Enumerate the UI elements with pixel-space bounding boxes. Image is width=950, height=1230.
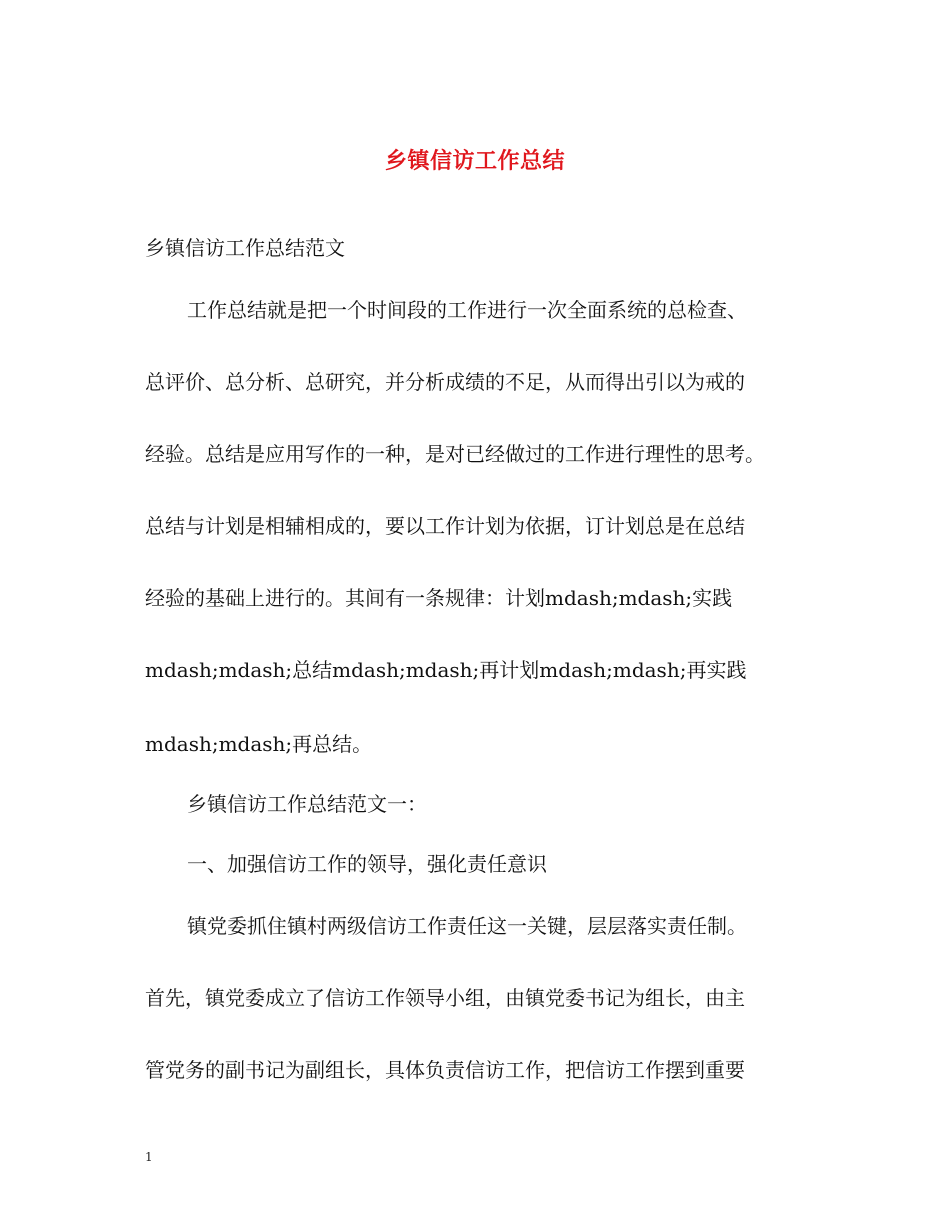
page-number: 1 [145,1150,153,1164]
document-subtitle: 乡镇信访工作总结范文 [145,236,345,260]
paragraph-line: 经验的基础上进行的。其间有一条规律：计划mdash;mdash;实践 [145,586,733,610]
paragraph-line: 经验。总结是应用写作的一种，是对已经做过的工作进行理性的思考。 [145,442,765,466]
paragraph-line: 镇党委抓住镇村两级信访工作责任这一关键，层层落实责任制。 [187,914,747,938]
point-heading: 一、加强信访工作的领导，强化责任意识 [187,852,547,876]
paragraph-line: 工作总结就是把一个时间段的工作进行一次全面系统的总检查、 [187,298,747,322]
paragraph-line: 首先，镇党委成立了信访工作领导小组，由镇党委书记为组长，由主 [145,986,745,1010]
section-heading: 乡镇信访工作总结范文一： [187,792,427,816]
paragraph-line: 管党务的副书记为副组长，具体负责信访工作，把信访工作摆到重要 [145,1058,745,1082]
paragraph-line: mdash;mdash;总结mdash;mdash;再计划mdash;mdash;再实践 [145,658,747,682]
paragraph-line: mdash;mdash;再总结。 [145,732,373,756]
document-title: 乡镇信访工作总结 [384,148,565,174]
paragraph-line: 总评价、总分析、总研究，并分析成绩的不足，从而得出引以为戒的 [145,370,745,394]
paragraph-line: 总结与计划是相辅相成的，要以工作计划为依据，订计划总是在总结 [145,514,745,538]
